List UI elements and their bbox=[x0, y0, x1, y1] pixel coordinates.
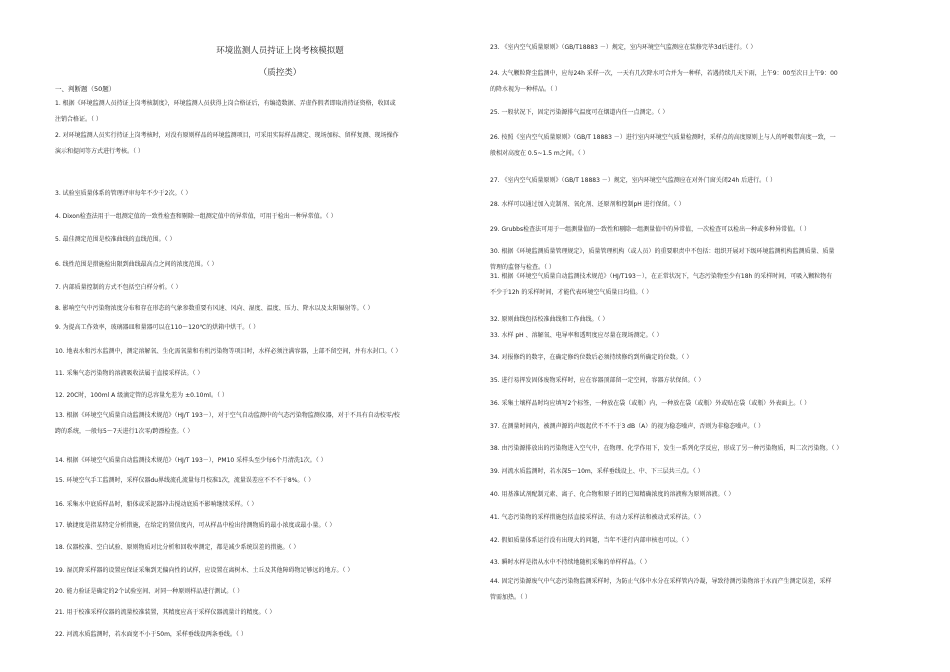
question-item bbox=[55, 408, 475, 440]
question-line: 30. 根据《环境监测质量管理规定》，质量管理机构（或人员）的重要职责中不包括：组织开展对下级环境监测机构监测质量、质量 bbox=[490, 248, 835, 255]
question-line: 11. 采集气态污染物的溶液吸收法属于直接采样法。（ ） bbox=[55, 370, 204, 377]
question-item bbox=[490, 419, 920, 435]
question-item bbox=[55, 388, 475, 404]
question-line: 管理的监督与检查。（ ） bbox=[490, 264, 555, 271]
question-item bbox=[490, 441, 920, 457]
question-line: 19. 湿沉降采样器的设置应保证采集到无偏向性的试样，应设置在离树木、土丘及其他障碍物足够远的地方。（ ） bbox=[55, 567, 354, 574]
question-line: 不少于12h 的采样时间，才能代表环境空气质量日均值。（ ） bbox=[490, 289, 653, 296]
question-line: 29. Grubbs检查法可用于一组测量值的一致性和剔除一组测量值中的异常值，一次检查可以检出一种或多种异常值。（ ） bbox=[490, 226, 811, 233]
question-item bbox=[490, 396, 920, 412]
question-line: 9. 为提高工作效率，玻璃器皿和量器可以在110～120℃的烘箱中烘干。（ ） bbox=[55, 324, 260, 331]
question-line: 28. 水样可以通过加入克制剂、氧化剂、还原剂和控制pH 进行保留。（ ） bbox=[490, 201, 685, 208]
question-item bbox=[490, 269, 920, 301]
question-item bbox=[55, 232, 475, 248]
question-item bbox=[55, 344, 475, 360]
question-line: 41. 气态污染物的采样措施包括直接采样法、有动力采样法和被动式采样法。（ ） bbox=[490, 514, 705, 521]
question-line: 6. 线性范围是措施检出限到曲线最高点之间的浓度范围。（ ） bbox=[55, 261, 218, 268]
question-line: 40. 用基准试剂配制元素、离子、化合物和原子团的已知精确浓度的溶液称为原则溶液。（ ） bbox=[490, 491, 735, 498]
question-line: 16. 采集水中底质样品时，船体或采泥器冲击搅动底质不影响继续采样。（ ） bbox=[55, 501, 258, 508]
question-item bbox=[55, 280, 475, 296]
question-line: 13. 根据《环境空气质量自动监测技术规范》（HJ/T 193－），对于空气自动监测中的气态污染物监测仪器，对于不具有自动校零/校 bbox=[55, 412, 400, 419]
question-item bbox=[55, 320, 475, 336]
question-item bbox=[490, 487, 920, 503]
question-item bbox=[490, 533, 920, 549]
question-line: 1. 根据《环境监测人员持证上岗考核制度》，环境监测人员获得上岗合格证后，有编造数据、弄虚作假者即取消持证资格，收回或 bbox=[55, 100, 396, 107]
question-line: 35. 进行易挥发固体废物采样时，应在容器顶部留一定空间，容器方状保留。（ ） bbox=[490, 377, 705, 384]
question-item bbox=[55, 584, 475, 600]
question-line: 38. 由污染源排放出的污染物进入空气中，在物理、化学作用下，发生一系列化学反应，形成了另一种污染物质，叫二次污染物。（ ） bbox=[490, 445, 843, 452]
question-item bbox=[490, 328, 920, 344]
question-item bbox=[55, 518, 475, 534]
question-item bbox=[490, 574, 920, 606]
question-item bbox=[490, 312, 920, 328]
document-title: 环境监测人员持证上岗考核模拟题 bbox=[216, 46, 344, 56]
question-item bbox=[55, 540, 475, 556]
question-line: 21. 用于校准采样仪器的流量校准装置，其精度应高于采样仪器流量计的精度。（ ） bbox=[55, 609, 276, 616]
question-item bbox=[490, 222, 920, 238]
question-line: 42. 假如质量体系运行没有出现大的问题，当年不进行内部审核也可以。（ ） bbox=[490, 537, 693, 544]
question-line: 18. 仪器校准、空白试验、原则物质对比分析和回收率测定，都是减少系统误差的措施。（ ） bbox=[55, 544, 300, 551]
question-line: 44. 固定污染源废气中气态污染物监测采样时，为防止气体中水分在采样管内冷凝，导致待测污染物溶于水而产生测定误差，采样 bbox=[490, 578, 832, 585]
question-item bbox=[55, 301, 475, 317]
question-line: 14. 根据《环境空气质量自动监测技术规范》（HJ/T 193－），PM10 采样头至少每6个月清洗1次。（ ） bbox=[55, 457, 327, 464]
question-line: 34. 对报修约的数字，在确定修约位数后必须持续修约到所确定的位数。（ ） bbox=[490, 354, 693, 361]
question-line: 跨的系统，一般每5～7天进行1次零/跨漂检查。（ ） bbox=[55, 428, 194, 435]
question-line: 27. 《室内空气质量原则》（GB/T 18883 －）规定，室内环境空气监测应在对外门窗关闭24h 后进行。（ ） bbox=[490, 177, 777, 184]
question-line: 25. 一般状况下，固定污染源排气温度可在烟道内任一点测定。（ ） bbox=[490, 109, 669, 116]
question-item bbox=[55, 473, 475, 489]
question-line: 8. 影响空气中污染物浓度分布和存在形态的气象参数重要有风速、风向、湿度、温度、压力、降水以及太阳辐射等。（ ） bbox=[55, 305, 374, 312]
question-line: 24. 大气颗粒降尘监测中，应每24h 采样一次，一天有几次降水可合并为一种样，若遇持续几天下雨，上午9：00至次日上午9：00 bbox=[490, 70, 838, 77]
question-line: 注销合格证。（ ） bbox=[55, 116, 102, 123]
question-line: 36. 采集土壤样品时均应填写2个标签，一种放在袋（或瓶）内，一种放在袋（或瓶）外或贴在袋（或瓶）外表面上。（ ） bbox=[490, 400, 811, 407]
question-line: 26. 按照《室内空气质量原则》（GB/T 18883 －）进行室内环境空气质量检测时，采样点的高度原则上与人的呼吸带高度一致，一 bbox=[490, 134, 836, 141]
question-line: 33. 水样 pH 、溶解氧、电导率和透明度应尽量在现场测定。（ ） bbox=[490, 332, 663, 339]
question-line: 4. Dixon检查法用于一组测定值的一致性检查和剔除一组测定值中的异常值，可用于检出一种异常值。（ ） bbox=[55, 213, 337, 220]
question-line: 15. 环境空气手工监测时，采样仪器du界线流孔流量每月校准1次，流量误差应不不不于8%。（ ） bbox=[55, 477, 315, 484]
question-item bbox=[55, 257, 475, 273]
question-item bbox=[490, 197, 920, 213]
question-line: 演示和提问等方式进行考核。（ ） bbox=[55, 148, 144, 155]
question-line: 的降水视为一种样品。（ ） bbox=[490, 86, 561, 93]
question-item bbox=[490, 464, 920, 480]
question-item bbox=[55, 366, 475, 382]
question-line: 32. 原则曲线包括校准曲线和工作曲线。（ ） bbox=[490, 316, 609, 323]
question-line: 43. 瞬时水样是指从水中不持续地随机采集的单样样品。（ ） bbox=[490, 559, 651, 566]
question-item bbox=[55, 186, 475, 202]
question-item bbox=[55, 209, 475, 225]
question-item bbox=[55, 563, 475, 579]
question-line: 3. 试验室质量体系的管理评审每年不少于2次。（ ） bbox=[55, 190, 192, 197]
question-line: 2. 对环境监测人员实行持证上岗考核时，对没有原则样品的环境监测项目，可采用实际样品测定、现场加标、留样复测、现场操作 bbox=[55, 132, 399, 139]
question-line: 管需加热。（ ） bbox=[490, 594, 531, 601]
question-line: 31. 根据《环境空气质量自动监测技术规范》（HJ/T193－），在正常状况下，气态污染物至少有18h 的采样时间，可吸入颗粒物有 bbox=[490, 273, 833, 280]
question-line: 般相对高度在 0.5~1.5 m之间。（ ） bbox=[490, 150, 589, 157]
question-item bbox=[55, 128, 475, 160]
question-line: 17. 敏捷度是指某特定分析措施，在给定的置信度内，可从样品中检出待测物质的最小浓度或最小量。（ ） bbox=[55, 522, 336, 529]
question-item bbox=[490, 130, 920, 162]
question-line: 22. 河流水质监测时，若水面宽不小于50m，采样垂线设两条垂线。（ ） bbox=[55, 631, 247, 638]
question-item bbox=[490, 555, 920, 571]
question-line: 7. 内部质量控制的方式不包括空白样分析。（ ） bbox=[55, 284, 182, 291]
question-line: 10. 地表水和污水监测中，测定溶解氧、生化需氧量和有机污染物等项目时，水样必须注满容器，上部不留空间，并有水封口。（ ） bbox=[55, 348, 402, 355]
question-item bbox=[490, 66, 920, 98]
question-item bbox=[55, 497, 475, 513]
question-item bbox=[490, 510, 920, 526]
question-item bbox=[55, 96, 475, 128]
question-line: 37. 在测量时间内，被测声源的声级起伏不不不于3 dB（A）的视为稳态噪声，否则为非稳态噪声。（ ） bbox=[490, 423, 765, 430]
question-item bbox=[490, 40, 920, 56]
question-item bbox=[55, 627, 475, 643]
section-heading: 一、判断题（50题） bbox=[55, 85, 116, 93]
question-item bbox=[490, 373, 920, 389]
question-item bbox=[55, 453, 475, 469]
question-item bbox=[490, 350, 920, 366]
question-line: 39. 河流水质监测时，若水深5～10m，采样垂线设上、中、下三层共三点。（ ） bbox=[490, 468, 704, 475]
question-item bbox=[490, 173, 920, 189]
document-subtitle: （质控类） bbox=[258, 68, 302, 78]
question-line: 5. 最佳测定范围是校准曲线的直线范围。（ ） bbox=[55, 236, 176, 243]
question-line: 12. 20C时，100ml A 级滴定管的总容量允差为 ±0.10ml。（ ） bbox=[55, 392, 228, 399]
question-item bbox=[55, 605, 475, 621]
question-line: 23. 《室内空气质量原则》（GB/T18883 －）规定，室内环境空气监测应在装修完毕3d后进行。（ ） bbox=[490, 44, 757, 51]
question-line: 20. 能力验证是确定的2个试验室间、对同一种原则样品进行测试。（ ） bbox=[55, 588, 244, 595]
question-item bbox=[490, 105, 920, 121]
